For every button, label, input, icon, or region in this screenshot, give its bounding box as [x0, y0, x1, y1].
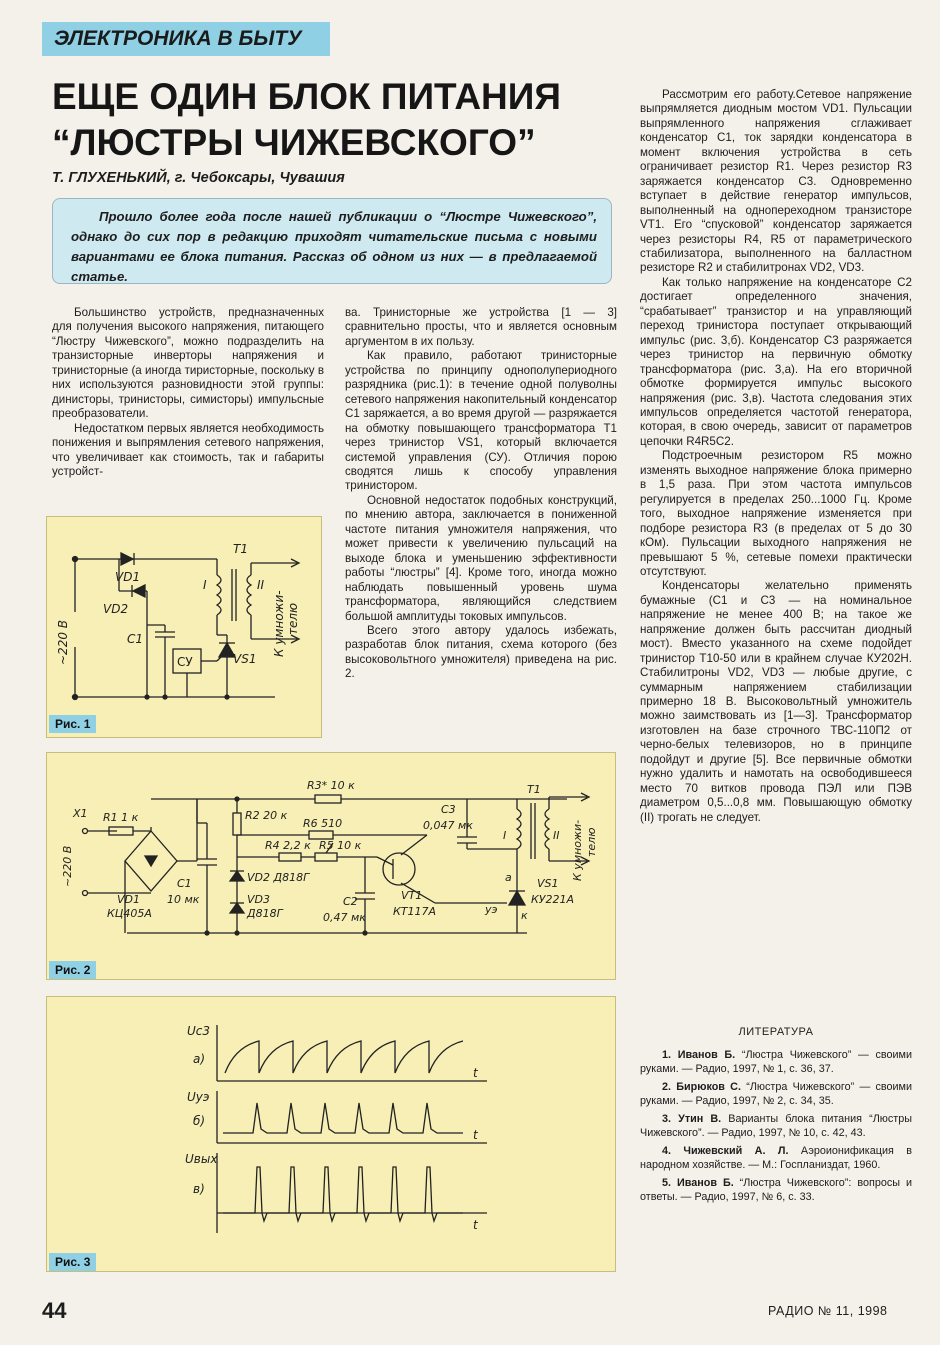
article-title: [52, 74, 622, 166]
fig3-a-label: а): [193, 1052, 206, 1066]
paragraph: Основной недостаток подобных конструкций, по мнению автора, заключается в пониженной частоте питания умножителя напряжения, что может привести к увеличению пульсаций на выходе блока и уменьшению эффективности работы “люстры” [4]. Кроме того, иногда можно наблюдать повышенный уровень шума трансформатора, являющийся следствием большой амплитуды токовых импульсов.: [345, 493, 617, 623]
fig2-vd3-label: VD3: [247, 893, 270, 906]
title-line-2: “ЛЮСТРЫ ЧИЖЕВСКОГО”: [52, 122, 536, 163]
fig2-c1-label: C1: [177, 877, 192, 890]
fig2-r3-label: R3* 10 к: [307, 779, 355, 792]
paragraph: ва. Тринисторные же устройства [1 — 3] сравнительно просты, что и является основным аргументом в их пользу.: [345, 306, 617, 348]
fig2-c1-value: 10 мк: [167, 893, 200, 906]
fig2-a-label: a: [505, 871, 512, 884]
paragraph: Конденсаторы желательно применять бумажные (С1 и С3 — на номинальное напряжение не менее 400 В; на такое же напряжение должен быть рассчитан диодный мост). Вместо указанного на схеме подойдет тринистор Т10-50 или в крайнем случае КУ202Н. Стабилитроны VD2, VD3 — любые другие, с суммарным напряжением стабилизации примерно 18 В. Высоковольтный умножитель можно заимствовать из [1—3]. Трансформатор изготовлен на базе строчного ТВС-110П2 от черно-белых телевизоров, но в принципе подойдут и другие [5]. Все первичные обмотки нужно удалить и намотать на освободившееся место 70 витков провода ПЭЛ или ПЭВ диаметром 0,5...0,8 мм. Повышающую обмотку (II) трогать не следует.: [640, 579, 912, 824]
literature-title: ЛИТЕРАТУРА: [738, 1026, 814, 1038]
fig1-out-label-2: телю: [286, 602, 300, 635]
fig3-b-label: б): [193, 1114, 206, 1128]
paragraph: Подстроечным резистором R5 можно изменять выходное напряжение блока примерно в 1,5 раза. При этом частота импульсов регулируется в пределах 250...1000 Гц. Кроме того, выходное напряжение изменяется при подборе резистора R3 (в пределах от 5 до 30 кОм). Пульсации выходного напряжения не превышают 5 %, сетевые помехи практически отсутствуют.: [640, 449, 912, 578]
figure-1-label: Рис. 1: [49, 715, 96, 733]
article-lead: Прошло более года после нашей публикации о “Люстре Чижевского”, однако до сих пор в редакцию приходят читательские письма с новыми вариантами ее блока питания. Рассказ об одном из них — в предлагаемой статье.: [52, 198, 612, 284]
fig2-w2-label: II: [553, 829, 560, 842]
paragraph: Как только напряжение на конденсаторе С2 достигает определенного значения, “срабатывает” транзистор и на управляющий переход тринистора поступает открывающий импульс (рис. 3,б). Конденсатор С3 разряжается через тринистор на первичную обмотку трансформатора (рис. 3,а). На его вторичной обмотке формируется импульс высокого напряжения (рис. 3,в). Частота следования этих импульсов определяется частотой генератора, которая, в свою очередь, зависит от параметров цепочки R4R5C2.: [640, 275, 912, 448]
fig2-vs1-type: КУ221А: [531, 893, 575, 906]
fig2-r1-label: R1 1 к: [103, 811, 139, 824]
section-rubric: ЭЛЕКТРОНИКА В БЫТУ: [42, 22, 330, 56]
fig2-c2-value: 0,47 мк: [323, 911, 366, 924]
fig2-w1-label: I: [503, 829, 507, 842]
fig2-vs1-label: VS1: [537, 877, 559, 890]
fig1-vd1-label: VD1: [115, 570, 141, 584]
literature-item: 3. Утин В. Варианты блока питания “Люстры Чижевского”. — Радио, 1997, № 10, с. 42, 43.: [640, 1113, 913, 1139]
paragraph: Недостатком первых является необходимость понижения и выпрямления сетевого напряжения, что увеличивает как стоимость, так и габариты устройст-: [52, 421, 324, 478]
page-number: 44: [42, 1298, 67, 1323]
fig3-uc3-label: Uc3: [187, 1024, 211, 1038]
fig1-vd2-label: VD2: [103, 602, 129, 616]
paragraph: Как правило, работают тринисторные устройства по принципу однополупериодного разрядника (рис.1): в течение одной полуволны сетевого напряжения накопительный конденсатор С1 заряжается, а во время другой — разряжается на обмотку повышающего трансформатора Т1 через тринистор VS1, который включается системой управления (СУ). Отличия порою сводятся лишь к способу управления тринистором.: [345, 349, 617, 493]
fig3-t-label-b: t: [473, 1128, 478, 1142]
fig2-x1-label: X1: [73, 807, 88, 820]
fig2-uz-label: уэ: [485, 903, 498, 916]
paragraph: Большинство устройств, предназначенных для получения высокого напряжения, питающего “Люстру Чижевского”, можно подразделить на транзисторные инверторы напряжения и тринисторные (а иногда тиристорные, поскольку в них используются разновидности этой группы: динисторы, тринисторы, симисторы) импульсные преобразователи.: [52, 306, 324, 421]
fig2-vt1-label: VT1: [401, 889, 423, 902]
fig2-c3-value: 0,047 мк: [423, 819, 473, 832]
fig3-t-label-v: t: [473, 1218, 478, 1232]
literature-item: 1. Иванов Б. “Люстра Чижевского” — своими руками. — Радио, 1997, № 1, с. 36, 37.: [640, 1049, 912, 1075]
fig2-k-label: к: [521, 909, 528, 922]
literature-item: 5. Иванов Б. “Люстра Чижевского”: вопросы и ответы. — Радио, 1997, № 6, с. 33.: [640, 1177, 912, 1203]
paragraph: Рассмотрим его работу.Сетевое напряжение выпрямляется диодным мостом VD1. Пульсации выпрямленного напряжения сглаживает конденсатор С1, ток зарядки конденсатора в момент включения устройства в сеть ограничивает резистор R1. Через резистор R3 заряжается конденсатор С3. Одновременно вступает в действие генератор импульсов, выполненный на однопереходном транзисторе VT1. Его “спусковой” конденсатор заряжается через резисторы R4, R5 от параметрического стабилизатора, выполненного на балластном резисторе R2 и стабилитронах VD2, VD3.: [640, 88, 912, 275]
article-author: Т. ГЛУХЕНЬКИЙ, г. Чебоксары, Чувашия: [52, 170, 345, 186]
fig2-r2-label: R2 20 к: [245, 809, 288, 822]
fig2-t1-label: T1: [527, 783, 541, 796]
figure-3: [46, 996, 616, 1272]
figure-2-label: Рис. 2: [49, 961, 96, 979]
fig2-out-label-2: телю: [585, 827, 598, 857]
literature-item: 2. Бирюков С. “Люстра Чижевского” — своими руками. — Радио, 1997, № 2, с. 34, 35.: [640, 1081, 912, 1107]
fig2-vd1-type: КЦ405А: [107, 907, 152, 920]
column-2: [345, 306, 617, 682]
column-1: [52, 306, 324, 479]
figure-1-schematic: [47, 517, 323, 739]
fig2-c3-label: C3: [441, 803, 456, 816]
fig2-r5-label: R5 10 к: [319, 839, 362, 852]
figure-2-schematic: [47, 753, 617, 981]
fig3-uout-label: Uвых: [185, 1152, 218, 1166]
fig2-r4-label: R4 2,2 к: [265, 839, 311, 852]
fig1-c1-label: C1: [127, 632, 144, 646]
fig2-mains-label: ~220 В: [61, 845, 74, 887]
figure-2: [46, 752, 616, 980]
figure-1: [46, 516, 322, 738]
fig2-out-label-1: К умножи-: [571, 819, 584, 881]
fig1-vs1-label: VS1: [233, 652, 257, 666]
paragraph: Всего этого автору удалось избежать, разработав блок питания, схема которого (без высоковольтного умножителя) приведена на рис. 2.: [345, 623, 617, 681]
figure-3-label: Рис. 3: [49, 1253, 96, 1271]
fig1-out-label-1: К умножи-: [272, 590, 286, 657]
fig2-c2-label: C2: [343, 895, 358, 908]
fig2-vt1-type: КТ117А: [393, 905, 437, 918]
fig2-vd1-label: VD1: [117, 893, 140, 906]
literature-item: 4. Чижевский А. Л. Аэроионификация в народном хозяйстве. — М.: Госпланиздат, 1960.: [640, 1145, 912, 1171]
fig1-w1-label: I: [203, 578, 207, 592]
fig1-mains-label: ~220 В: [56, 619, 70, 665]
magazine-issue: РАДИО № 11, 1998: [768, 1304, 888, 1318]
fig3-uuz-label: Uуэ: [187, 1090, 210, 1104]
fig2-vd3-type: Д818Г: [247, 907, 283, 920]
fig3-v-label: в): [193, 1182, 205, 1196]
figure-3-waveforms: [47, 997, 617, 1273]
fig1-su-label: СУ: [177, 655, 193, 669]
fig2-vd2-label: VD2 Д818Г: [247, 871, 310, 884]
fig2-r6-label: R6 510: [303, 817, 343, 830]
fig1-t1-label: T1: [233, 542, 248, 556]
title-line-1: ЕЩЕ ОДИН БЛОК ПИТАНИЯ: [52, 76, 561, 117]
literature: [640, 1026, 912, 1208]
fig1-w2-label: II: [257, 578, 265, 592]
column-3: [640, 88, 912, 825]
fig3-t-label-a: t: [473, 1066, 478, 1080]
